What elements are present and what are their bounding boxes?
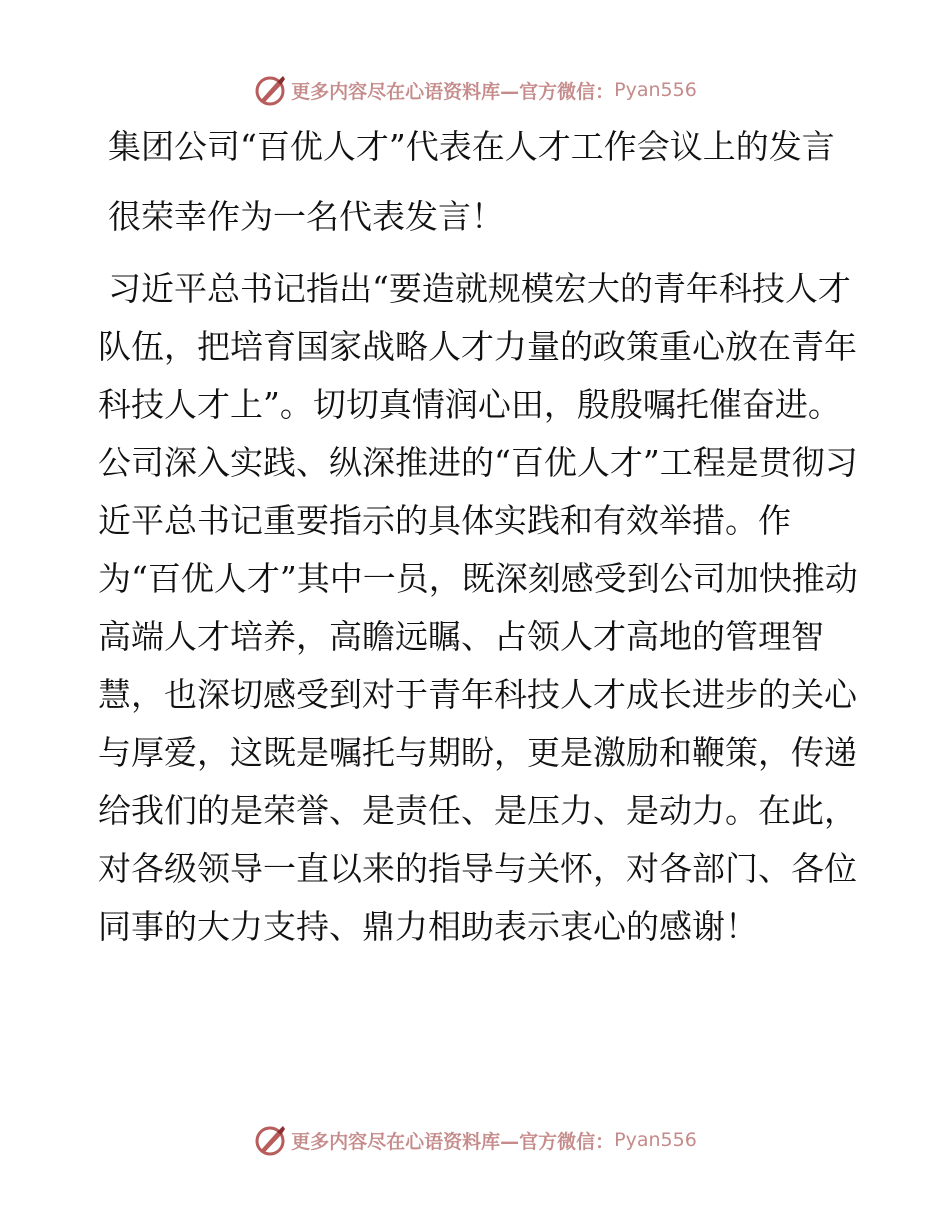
pen-logo-icon [253, 73, 287, 107]
paragraph-main: 习近平总书记指出“要造就规模宏大的青年科技人才队伍，把培育国家战略人才力量的政策重心放在青年科技人才上”。切切真情润心田，殷殷嘱托催奋进。公司深入实践、纵深推进的“百优人才”工程是贯彻习近平总书记重要指示的具体实践和有效举措。作为“百优人才”其中一员，既深刻感受到公司加快推动高端人才培养，高瞻远瞩、占领人才高地的管理智慧，也深切感受到对于青年科技人才成长进步的关心与厚爱，这既是嘱托与期盼，更是激励和鞭策，传递给我们的是荣誉、是责任、是压力、是动力。在此，对各级领导一直以来的指导与关怀，对各部门、各位同事的大力支持、鼎力相助表示衷心的感谢！ [98, 269, 858, 946]
header-watermark-banner [0, 72, 950, 108]
footer-banner-text: 更多内容尽在心语资料库—官方微信： [291, 1130, 615, 1153]
pen-logo-icon [253, 1123, 287, 1157]
footer-banner-id: Pyan556 [614, 1129, 697, 1151]
footer-watermark-banner [0, 1122, 950, 1158]
document-title: 集团公司“百优人才”代表在人才工作会议上的发言 [108, 127, 835, 166]
paragraph-greeting: 很荣幸作为一名代表发言！ [108, 197, 504, 236]
document-body [98, 118, 858, 956]
header-banner-text: 更多内容尽在心语资料库—官方微信： [291, 80, 615, 103]
header-banner-id: Pyan556 [614, 79, 697, 101]
